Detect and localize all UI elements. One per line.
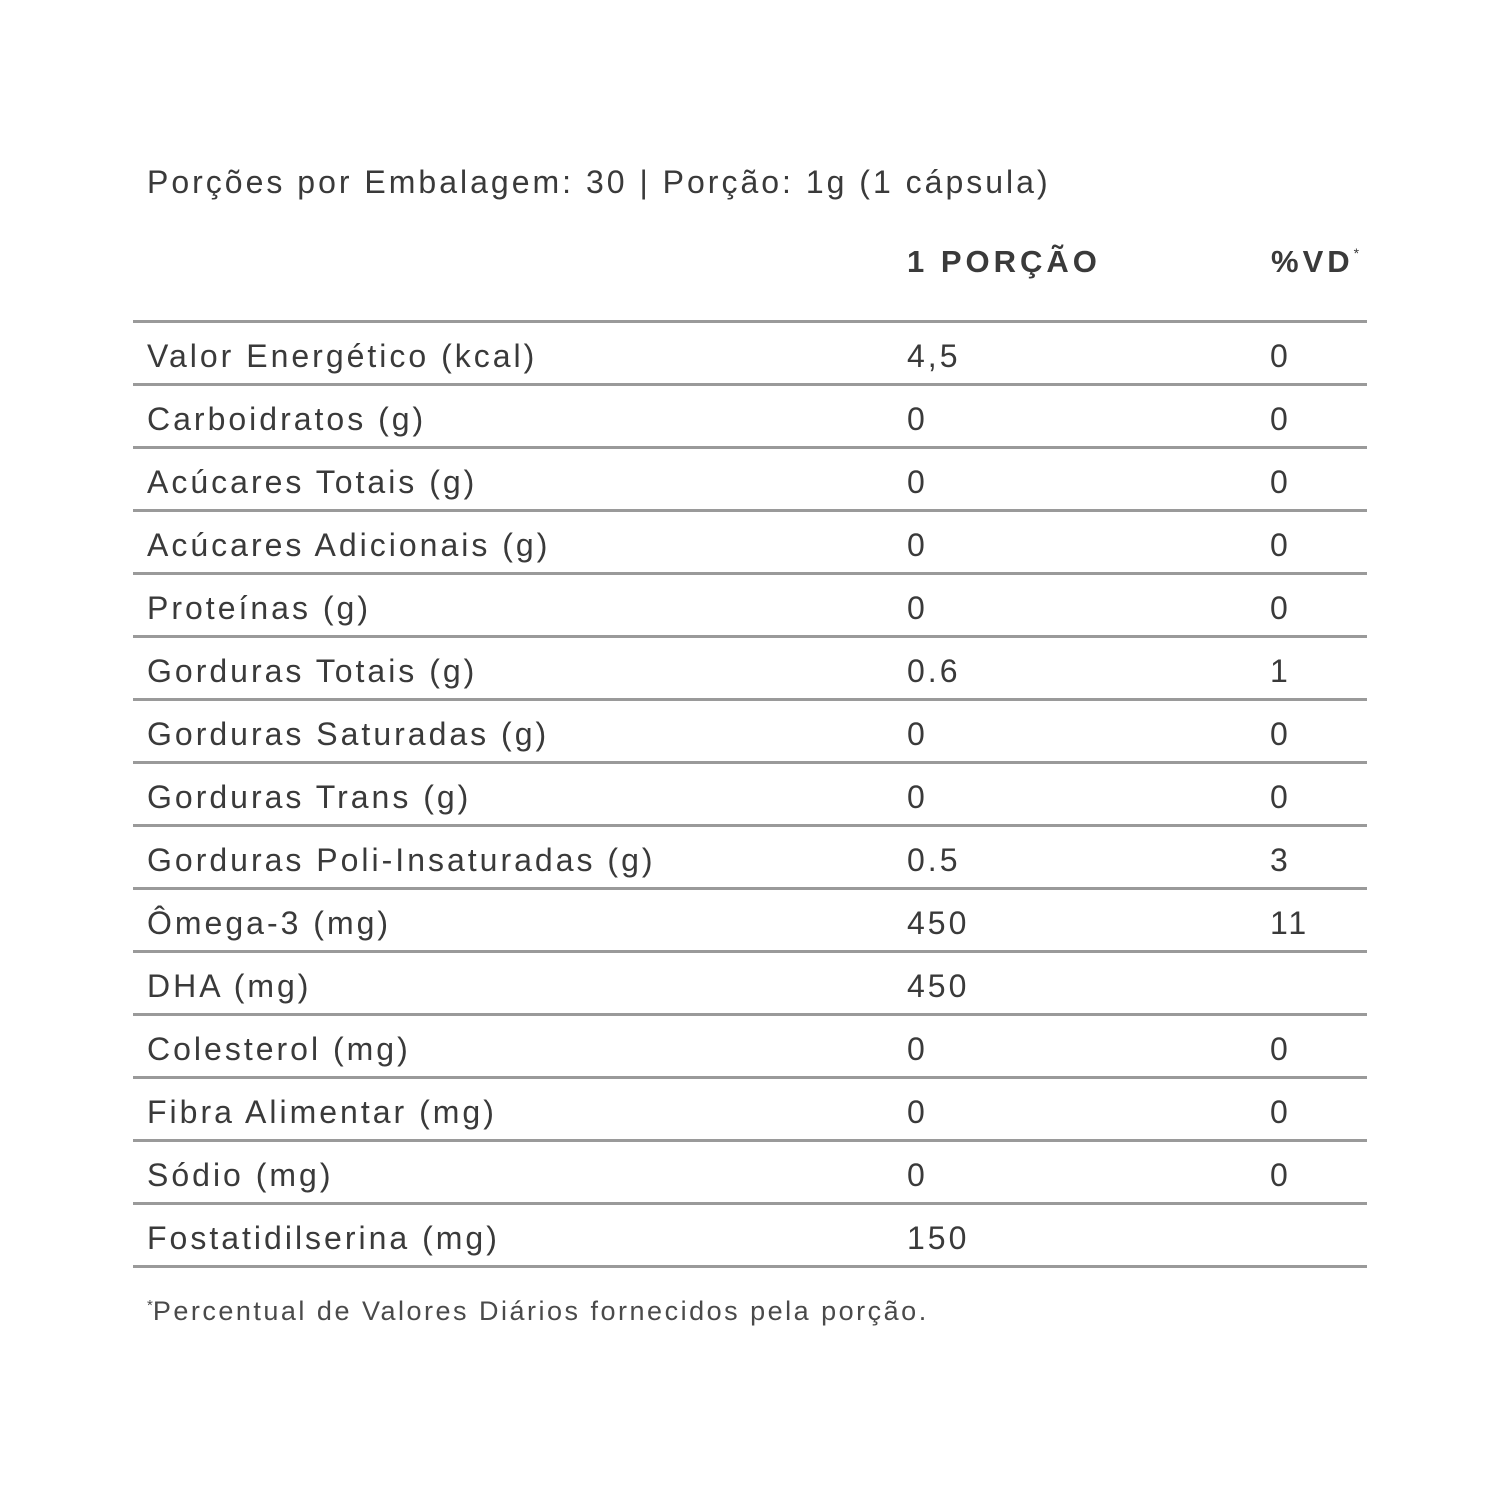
nutrient-portion-value: 450: [907, 968, 970, 1004]
nutrient-portion-value: 0.5: [907, 842, 961, 878]
table-row: [133, 701, 1367, 764]
table-row: [133, 764, 1367, 827]
table-row: [133, 890, 1367, 953]
nutrition-table: [133, 320, 1367, 1268]
nutrient-name: Fibra Alimentar (mg): [147, 1094, 497, 1130]
table-row: [133, 953, 1367, 1016]
nutrient-portion-value: 0: [907, 590, 928, 626]
table-row: [133, 449, 1367, 512]
table-row: [133, 1205, 1367, 1268]
nutrient-portion-value: 0: [907, 401, 928, 437]
table-row: [133, 1079, 1367, 1142]
nutrient-vd-value: 11: [1270, 905, 1310, 941]
column-header-vd-label: %VD: [1271, 244, 1354, 279]
nutrient-vd-value: 1: [1270, 653, 1291, 689]
table-row: [133, 323, 1367, 386]
nutrient-portion-value: 0: [907, 716, 928, 752]
nutrient-vd-value: 0: [1270, 1031, 1291, 1067]
nutrient-name: Gorduras Trans (g): [147, 779, 472, 815]
table-row: [133, 638, 1367, 701]
nutrient-name: DHA (mg): [147, 968, 312, 1004]
nutrient-vd-value: 0: [1270, 401, 1291, 437]
nutrient-vd-value: 0: [1270, 779, 1291, 815]
nutrient-name: Valor Energético (kcal): [147, 338, 538, 374]
column-header-vd-asterisk: *: [1353, 245, 1360, 261]
nutrient-name: Sódio (mg): [147, 1157, 334, 1193]
nutrient-name: Gorduras Totais (g): [147, 653, 478, 689]
nutrient-name: Acúcares Adicionais (g): [147, 527, 551, 563]
nutrient-name: Proteínas (g): [147, 590, 371, 626]
nutrient-name: Acúcares Totais (g): [147, 464, 478, 500]
nutrient-portion-value: 0: [907, 464, 928, 500]
nutrient-vd-value: 0: [1270, 1157, 1291, 1193]
nutrient-portion-value: 450: [907, 905, 970, 941]
nutrient-portion-value: 0: [907, 1094, 928, 1130]
footnote: [147, 1296, 929, 1327]
nutrient-portion-value: 0.6: [907, 653, 961, 689]
nutrient-portion-value: 150: [907, 1220, 970, 1256]
table-row: [133, 512, 1367, 575]
table-row: [133, 575, 1367, 638]
table-row: [133, 827, 1367, 890]
nutrient-name: Gorduras Poli-Insaturadas (g): [147, 842, 656, 878]
serving-info: Porções por Embalagem: 30 | Porção: 1g (1 cápsula): [147, 164, 1051, 200]
column-header-portion: 1 PORÇÃO: [907, 244, 1101, 279]
nutrient-portion-value: 0: [907, 527, 928, 563]
footnote-text: Percentual de Valores Diários fornecidos pela porção.: [152, 1296, 929, 1326]
footnote-asterisk: *: [147, 1297, 153, 1314]
table-row: [133, 1142, 1367, 1205]
nutrient-name: Ômega-3 (mg): [147, 905, 392, 941]
table-row: [133, 386, 1367, 449]
nutrient-vd-value: 0: [1270, 464, 1291, 500]
nutrient-portion-value: 4,5: [907, 338, 961, 374]
nutrient-name: Colesterol (mg): [147, 1031, 411, 1067]
nutrient-name: Fostatidilserina (mg): [147, 1220, 500, 1256]
nutrient-vd-value: 0: [1270, 527, 1291, 563]
nutrient-portion-value: 0: [907, 779, 928, 815]
nutrient-vd-value: 3: [1270, 842, 1291, 878]
nutrient-vd-value: 0: [1270, 716, 1291, 752]
nutrient-vd-value: 0: [1270, 338, 1291, 374]
nutrient-name: Gorduras Saturadas (g): [147, 716, 550, 752]
nutrient-vd-value: 0: [1270, 590, 1291, 626]
table-row: [133, 1016, 1367, 1079]
nutrient-name: Carboidratos (g): [147, 401, 427, 437]
column-header-vd: [1271, 244, 1359, 280]
nutrient-portion-value: 0: [907, 1031, 928, 1067]
nutrient-portion-value: 0: [907, 1157, 928, 1193]
nutrient-vd-value: 0: [1270, 1094, 1291, 1130]
